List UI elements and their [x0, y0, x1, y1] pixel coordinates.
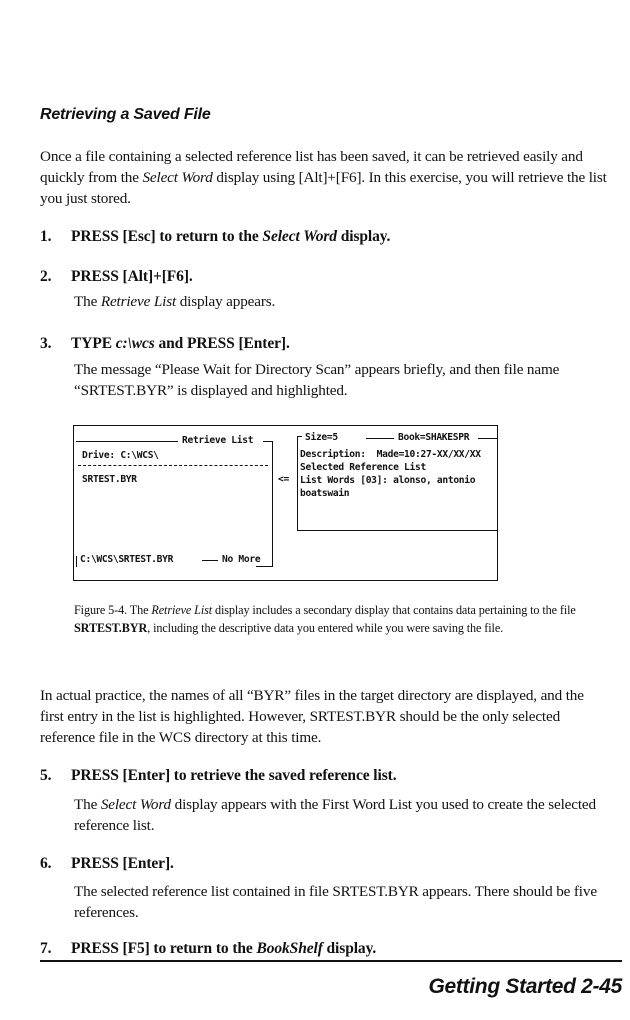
left-panel-border [272, 441, 273, 567]
drive-label: Drive: C:\WCS\ [82, 450, 159, 461]
section-title: Retrieving a Saved File [40, 106, 211, 123]
step-3: 3. TYPE c:\wcs and PRESS [Enter]. [40, 335, 290, 352]
right-top-rule-c [478, 438, 497, 439]
right-panel-right-border [497, 436, 498, 531]
no-more-rule [202, 560, 218, 561]
step-1: 1. PRESS [Esc] to return to the Select Word display. [40, 228, 391, 245]
page-footer: Getting Started 2-45 [428, 975, 622, 998]
step-6-description: The selected reference list contained in file SRTEST.BYR appears. There should be five references. [74, 883, 597, 921]
no-more-bottom-rule [256, 566, 273, 567]
practice-paragraph: In actual practice, the names of all “BYR” files in the target directory are displayed, and the first entry in the list is highlighted. However, SRTEST.BYR should be the only selected reference file in the WCS directory at this time. [40, 687, 584, 746]
no-more-label: No More [222, 554, 261, 565]
size-label: Size=5 [305, 432, 338, 443]
right-panel-left-border [297, 436, 298, 531]
right-top-rule-b [366, 438, 394, 439]
figure-caption: Figure 5-4. The Retrieve List display includes a secondary display that contains data pertaining to the file SRTEST.BYR, including the descriptive data you entered while you were saving the file. [74, 603, 576, 635]
list-words-line: List Words [03]: alonso, antonio [300, 475, 476, 486]
left-title-rule [76, 441, 178, 442]
right-panel-bottom [297, 530, 498, 531]
left-title-rule-right [263, 441, 272, 442]
boatswain-line: boatswain [300, 488, 350, 499]
footer-rule [40, 960, 622, 962]
step-2: 2. PRESS [Alt]+[F6]. [40, 268, 193, 285]
step-2-description: The Retrieve List display appears. [74, 293, 276, 310]
step-7: 7. PRESS [F5] to return to the BookShelf display. [40, 940, 377, 957]
selected-reference-line: Selected Reference List [300, 462, 426, 473]
right-top-rule-a [298, 436, 302, 437]
intro-paragraph: Once a file containing a selected reference list has been saved, it can be retrieved easily and quickly from the Select Word display using [Alt]+[F6]. In this exercise, you will retrieve the list you just stored. [40, 148, 607, 207]
step-5-description: The Select Word display appears with the First Word List you used to create the selected reference list. [74, 796, 596, 834]
step-6: 6. PRESS [Enter]. [40, 855, 174, 872]
description-line: Description: Made=10:27-XX/XX/XX [300, 449, 481, 460]
retrieve-list-title: Retrieve List [182, 435, 254, 446]
file-entry[interactable]: SRTEST.BYR [82, 474, 137, 485]
step-3-description: The message “Please Wait for Directory Scan” appears briefly, and then file name “SRTEST.BYR” is displayed and highlighted. [74, 361, 560, 399]
path-corner [76, 556, 77, 567]
drive-divider [78, 465, 268, 466]
path-label: C:\WCS\SRTEST.BYR [80, 554, 174, 565]
step-5: 5. PRESS [Enter] to retrieve the saved reference list. [40, 767, 397, 784]
book-label: Book=SHAKESPR [398, 432, 470, 443]
pointer-arrow: <= [278, 474, 289, 485]
